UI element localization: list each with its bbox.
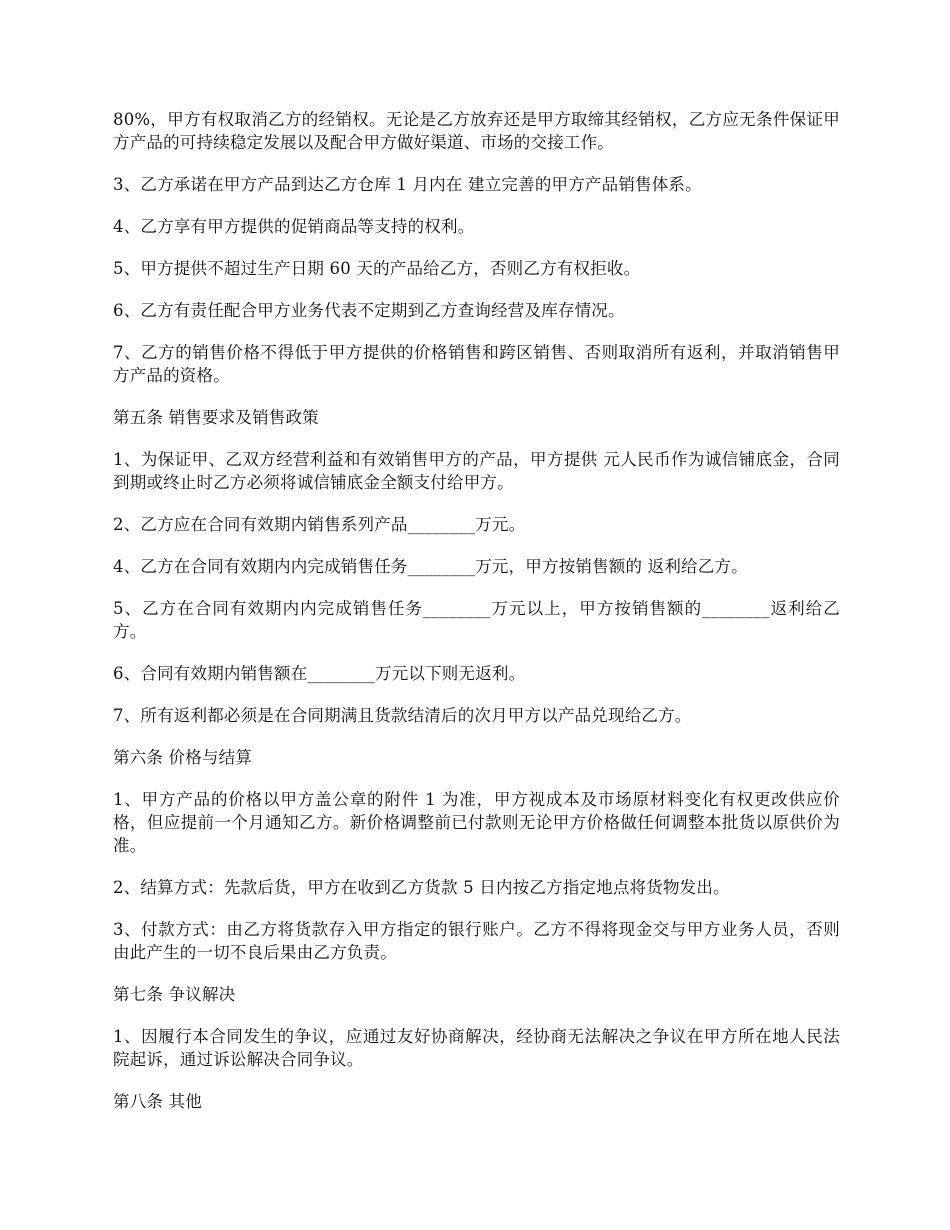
section-heading-article-8: 第八条 其他 — [113, 1092, 202, 1111]
section-heading-article-6: 第六条 价格与结算 — [113, 748, 253, 767]
paragraph-clause-6: 6、乙方有责任配合甲方业务代表不定期到乙方查询经营及库存情况。 — [113, 301, 625, 320]
paragraph-article5-item-6: 6、合同有效期内销售额在________万元以下则无返利。 — [113, 664, 526, 683]
section-heading-article-7: 第七条 争议解决 — [113, 985, 236, 1004]
paragraph-article5-item-7: 7、所有返利都必须是在合同期满且货款结清后的次月甲方以产品兑现给乙方。 — [113, 706, 692, 725]
paragraph-article5-item-5: 5、乙方在合同有效期内内完成销售任务________万元以上，甲方按销售额的________返利给乙方。 — [113, 599, 840, 641]
section-heading-article-5: 第五条 销售要求及销售政策 — [113, 408, 319, 427]
paragraph-article6-item-3: 3、付款方式：由乙方将货款存入甲方指定的银行账户。乙方不得将现金交与甲方业务人员，否则由此产生的一切不良后果由乙方负责。 — [113, 920, 840, 962]
paragraph-article5-item-4: 4、乙方在合同有效期内内完成销售任务________万元，甲方按销售额的 返利给乙方。 — [113, 557, 748, 576]
paragraph-article5-item-1: 1、为保证甲、乙双方经营利益和有效销售甲方的产品，甲方提供 元人民币作为诚信铺底金，合同到期或终止时乙方必须将诚信铺底金全额支付给甲方。 — [113, 450, 840, 492]
paragraph-article6-item-1: 1、甲方产品的价格以甲方盖公章的附件 1 为准，甲方视成本及市场原材料变化有权更改供应价格，但应提前一个月通知乙方。新价格调整前已付款则无论甲方价格做任何调整本批货以原供价为准。 — [113, 790, 840, 855]
paragraph-clause-7: 7、乙方的销售价格不得低于甲方提供的价格销售和跨区销售、否则取消所有返利，并取消销售甲方产品的资格。 — [113, 343, 840, 385]
paragraph-clause-4: 4、乙方享有甲方提供的促销商品等支持的权利。 — [113, 217, 475, 236]
paragraph-clause-3: 3、乙方承诺在甲方产品到达乙方仓库 1 月内在 建立完善的甲方产品销售体系。 — [113, 175, 702, 194]
paragraph-article7-item-1: 1、因履行本合同发生的争议，应通过友好协商解决，经协商无法解决之争议在甲方所在地人民法院起诉，通过诉讼解决合同争议。 — [113, 1027, 840, 1069]
paragraph-article5-item-2: 2、乙方应在合同有效期内销售系列产品________万元。 — [113, 515, 526, 534]
paragraph-continuation: 80%，甲方有权取消乙方的经销权。无论是乙方放弃还是甲方取缔其经销权，乙方应无条件保证甲方产品的可持续稳定发展以及配合甲方做好渠道、市场的交接工作。 — [113, 110, 840, 152]
paragraph-clause-5: 5、甲方提供不超过生产日期 60 天的产品给乙方，否则乙方有权拒收。 — [113, 259, 641, 278]
paragraph-article6-item-2: 2、结算方式：先款后货，甲方在收到乙方货款 5 日内按乙方指定地点将货物发出。 — [113, 878, 730, 897]
